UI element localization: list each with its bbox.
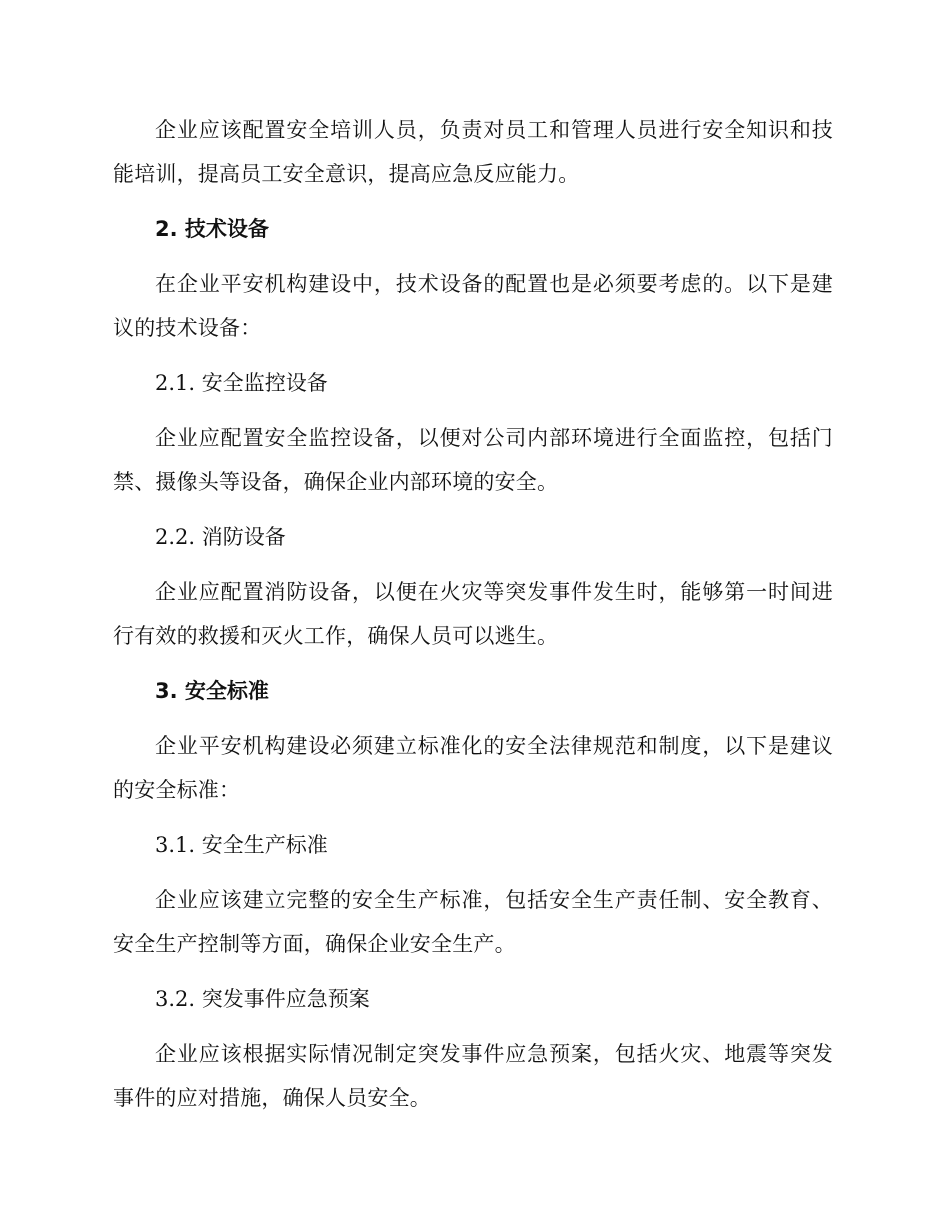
paragraph-production-standard: 企业应该建立完整的安全生产标准，包括安全生产责任制、安全教育、安全生产控制等方面，确保企业安全生产。 xyxy=(113,888,833,956)
document-body xyxy=(113,108,833,1131)
paragraph-safety-training: 企业应该配置安全培训人员，负责对员工和管理人员进行安全知识和技能培训，提高员工安全意识，提高应急反应能力。 xyxy=(113,118,833,186)
paragraph-technical-equipment-intro: 在企业平安机构建设中，技术设备的配置也是必须要考虑的。以下是建议的技术设备： xyxy=(113,272,833,340)
paragraph-emergency-plan: 企业应该根据实际情况制定突发事件应急预案，包括火灾、地震等突发事件的应对措施，确保人员安全。 xyxy=(113,1042,833,1110)
subsection-heading-monitoring: 2.1. 安全监控设备 xyxy=(155,371,328,395)
section-heading-safety-standards: 3. 安全标准 xyxy=(155,679,269,703)
paragraph-monitoring-equipment: 企业应配置安全监控设备，以便对公司内部环境进行全面监控，包括门禁、摄像头等设备，确保企业内部环境的安全。 xyxy=(113,426,833,494)
section-heading-technical-equipment: 2. 技术设备 xyxy=(155,217,269,241)
paragraph-fire-equipment: 企业应配置消防设备，以便在火灾等突发事件发生时，能够第一时间进行有效的救援和灭火工作，确保人员可以逃生。 xyxy=(113,580,833,648)
subsection-heading-production-standard: 3.1. 安全生产标准 xyxy=(155,833,328,857)
subsection-heading-fire-equipment: 2.2. 消防设备 xyxy=(155,525,286,549)
paragraph-safety-standards-intro: 企业平安机构建设必须建立标准化的安全法律规范和制度，以下是建议的安全标准： xyxy=(113,734,833,802)
subsection-heading-emergency-plan: 3.2. 突发事件应急预案 xyxy=(155,987,370,1011)
